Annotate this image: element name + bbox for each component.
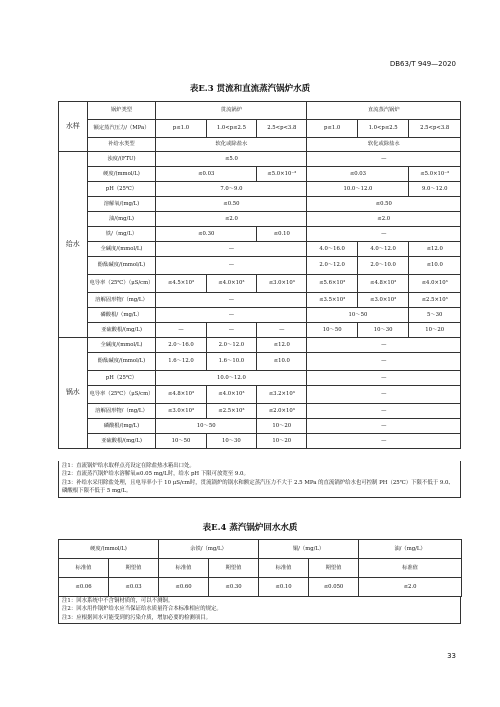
pressure-col: 1.0<p≤2.5 — [357, 120, 409, 138]
std-header: 标准值 — [159, 559, 209, 578]
row-label: pH（25℃） — [87, 371, 156, 386]
cell: — — [307, 338, 461, 353]
cell: ≤4.8×10³ — [156, 386, 206, 404]
makeup-header: 补给水类型 — [87, 138, 156, 152]
cell: — — [307, 434, 461, 449]
row-label: 亚硫酸根/(mg/L) — [87, 434, 156, 449]
note: 注3：应根据回水可能受到的污染介质，增加必要的检测项目。 — [62, 614, 211, 621]
cell: ≤12.0 — [257, 338, 307, 353]
cell: — — [156, 323, 206, 338]
cell: ≤3.5×10³ — [307, 293, 357, 308]
flow-boiler-header: 贯流锅炉 — [156, 102, 307, 120]
copper-header: 铜/（mg/L） — [259, 540, 359, 559]
pressure-header: 额定蒸汽压力/（MPa） — [87, 120, 156, 138]
cell: ≤2.0 — [307, 212, 461, 227]
makeup-value: 软化或除盐水 — [307, 138, 461, 152]
doc-number: DB63/T 949—2020 — [389, 60, 456, 68]
note: 注1：直流锅炉给水取样点亮设定在除盐热水箱出口处。 — [62, 463, 195, 469]
row-label: 硬度/(mmol/L) — [87, 167, 156, 182]
cell: 10～20 — [257, 434, 307, 449]
iron-header: 余铁/（mg/L） — [159, 540, 259, 559]
hardness-header: 硬度/(mmol/L) — [59, 540, 159, 559]
row-label: 溶解固形物/（mg/L） — [87, 404, 156, 419]
cell: — — [307, 371, 461, 386]
table-e3-notes — [58, 461, 461, 498]
row-label: 油/(mg/L) — [87, 212, 156, 227]
cell: ≤3.0×10³ — [156, 404, 206, 419]
cell: ≤10.0 — [409, 257, 461, 275]
note: 注2：直流蒸汽锅炉给水溶解氧≤0.05 mg/L时，给水 pH 下限可放宽至 9.0。 — [62, 471, 249, 478]
cell: ≤3.0×10³ — [357, 293, 409, 308]
row-label: 全碱度/(mmol/L) — [87, 338, 156, 353]
cell: ≤4.8×10³ — [357, 275, 409, 293]
pressure-col: 2.5<p<3.8 — [257, 120, 307, 138]
cell: ≤4.0×10³ — [206, 386, 256, 404]
cell: 2.0～12.0 — [206, 338, 256, 353]
cell: ≤0.30 — [209, 578, 259, 597]
cell: 7.0～9.0 — [156, 182, 307, 197]
std-header: 标准值 — [59, 559, 109, 578]
cell: ≤0.10 — [257, 227, 307, 242]
oil-header: 油/（mg/L） — [359, 540, 462, 559]
table-e4 — [58, 539, 462, 597]
cell: — — [156, 257, 307, 275]
cell: — — [307, 152, 461, 167]
cell: ≤0.06 — [59, 578, 109, 597]
row-label: 电导率（25℃）（μS/cm） — [87, 275, 156, 293]
row-label: 酚酞碱度/(mmol/L) — [87, 257, 156, 275]
cell: 10～50 — [156, 434, 206, 449]
cell: — — [206, 323, 256, 338]
cell: — — [307, 227, 461, 242]
cell: ≤3.0×10³ — [257, 275, 307, 293]
pressure-col: p≤1.0 — [156, 120, 206, 138]
std-header: 标准值 — [259, 559, 309, 578]
cell: — — [156, 293, 307, 308]
row-label: 亚硫酸根/(mg/L) — [87, 323, 156, 338]
std-header: 标准值 — [359, 559, 462, 578]
row-label: 磷酸根/（mg/L） — [87, 308, 156, 323]
cell: ≤3.2×10³ — [257, 386, 307, 404]
feed-water-label: 给水 — [59, 152, 88, 338]
cell: 10～30 — [206, 434, 256, 449]
pressure-col: p≤1.0 — [307, 120, 357, 138]
cell: — — [156, 242, 307, 257]
cell: 1.6～10.0 — [206, 353, 256, 371]
cell: ≤5.0×10⁻³ — [409, 167, 461, 182]
table-e4-title: 表E.4 蒸汽锅炉回水水质 — [202, 523, 298, 533]
direct-boiler-header: 直流蒸汽锅炉 — [307, 102, 461, 120]
cell: ≤2.0 — [359, 578, 462, 597]
cell: 2.0～16.0 — [156, 338, 206, 353]
cell: ≤5.0 — [156, 152, 307, 167]
cell: 4.0～16.0 — [307, 242, 357, 257]
cell: — — [307, 419, 461, 434]
row-label: 磷酸根/(mg/L) — [87, 419, 156, 434]
page-number: 33 — [447, 652, 456, 660]
cell: ≤2.5×10³ — [409, 293, 461, 308]
cell: 2.0～12.0 — [307, 257, 357, 275]
row-label: 全碱度/(mmol/L) — [87, 242, 156, 257]
cell: — — [307, 353, 461, 371]
row-label: 酚酞碱度/(mmol/L) — [87, 353, 156, 371]
cell: ≤10.0 — [257, 353, 307, 371]
cell: ≤4.5×10³ — [156, 275, 206, 293]
cell: — — [257, 323, 307, 338]
cell: ≤0.03 — [307, 167, 409, 182]
cell: ≤5.6×10³ — [307, 275, 357, 293]
cell: ≤0.050 — [309, 578, 359, 597]
table-e4-notes — [58, 596, 461, 624]
row-label: 铁/（mg/L） — [87, 227, 156, 242]
cell: ≤4.0×10³ — [409, 275, 461, 293]
cell: 2.0～10.0 — [357, 257, 409, 275]
cell: 10～50 — [156, 419, 257, 434]
boiler-water-label: 锅水 — [59, 338, 88, 449]
cell: ≤0.60 — [159, 578, 209, 597]
row-label: 溶解氧/(mg/L) — [87, 197, 156, 212]
row-label: 溶解固形物/（mg/L） — [87, 293, 156, 308]
cell: 10～50 — [307, 308, 409, 323]
cell: ≤0.03 — [109, 578, 159, 597]
cell: ≤2.0 — [156, 212, 307, 227]
pressure-col: 1.0<p≤2.5 — [206, 120, 256, 138]
cell: 1.6～12.0 — [156, 353, 206, 371]
exp-header: 期望值 — [309, 559, 359, 578]
exp-header: 期望值 — [209, 559, 259, 578]
cell: 10.0～12.0 — [307, 182, 409, 197]
note: 注3：补给水采用除盐处理，且电导率小于 10 μS/cm时，贯流锅炉的锅水和额定蒸汽压力不大于 2.5 MPa 的直流锅炉给水也可控制 PH（25℃）下限不低于 9.0、磷酸根下限不低于 5 mg/L。 — [62, 479, 454, 495]
cell: — — [307, 386, 461, 404]
cell: ≤0.50 — [156, 197, 307, 212]
note: 注2：回水用作锅炉给水应当保证给水质量符合本标准相应的规定。 — [62, 606, 222, 613]
cell: — — [307, 404, 461, 419]
cell: 10～20 — [409, 323, 461, 338]
cell: ≤0.50 — [307, 197, 461, 212]
cell: 5～30 — [409, 308, 461, 323]
makeup-value: 软化或除盐水 — [156, 138, 307, 152]
cell: ≤12.0 — [409, 242, 461, 257]
boiler-type-header: 锅炉类型 — [87, 102, 156, 120]
cell: 4.0～12.0 — [357, 242, 409, 257]
cell: ≤0.30 — [156, 227, 257, 242]
cell: ≤2.5×10³ — [206, 404, 256, 419]
table-e3 — [58, 101, 461, 449]
cell: ≤0.03 — [156, 167, 257, 182]
cell: ≤2.0×10³ — [257, 404, 307, 419]
water-sample-header: 水样 — [59, 102, 88, 152]
cell: ≤4.0×10³ — [206, 275, 256, 293]
cell: 10～30 — [357, 323, 409, 338]
pressure-col: 2.5<p<3.8 — [409, 120, 461, 138]
row-label: 浊度/(FTU) — [87, 152, 156, 167]
cell: — — [156, 308, 307, 323]
cell: 10～50 — [307, 323, 357, 338]
row-label: 电导率（25℃）（μS/cm） — [87, 386, 156, 404]
cell: 10～20 — [257, 419, 307, 434]
cell: ≤5.0×10⁻³ — [257, 167, 307, 182]
cell: 10.0～12.0 — [156, 371, 307, 386]
table-e3-title: 表E.3 贯流和直流蒸汽锅炉水质 — [189, 84, 311, 94]
row-label: pH（25℃） — [87, 182, 156, 197]
note: 注1：回水系统中不含铜材质的，可以不测铜。 — [62, 598, 174, 604]
cell: ≤0.10 — [259, 578, 309, 597]
cell: 9.0～12.0 — [409, 182, 461, 197]
exp-header: 期望值 — [109, 559, 159, 578]
